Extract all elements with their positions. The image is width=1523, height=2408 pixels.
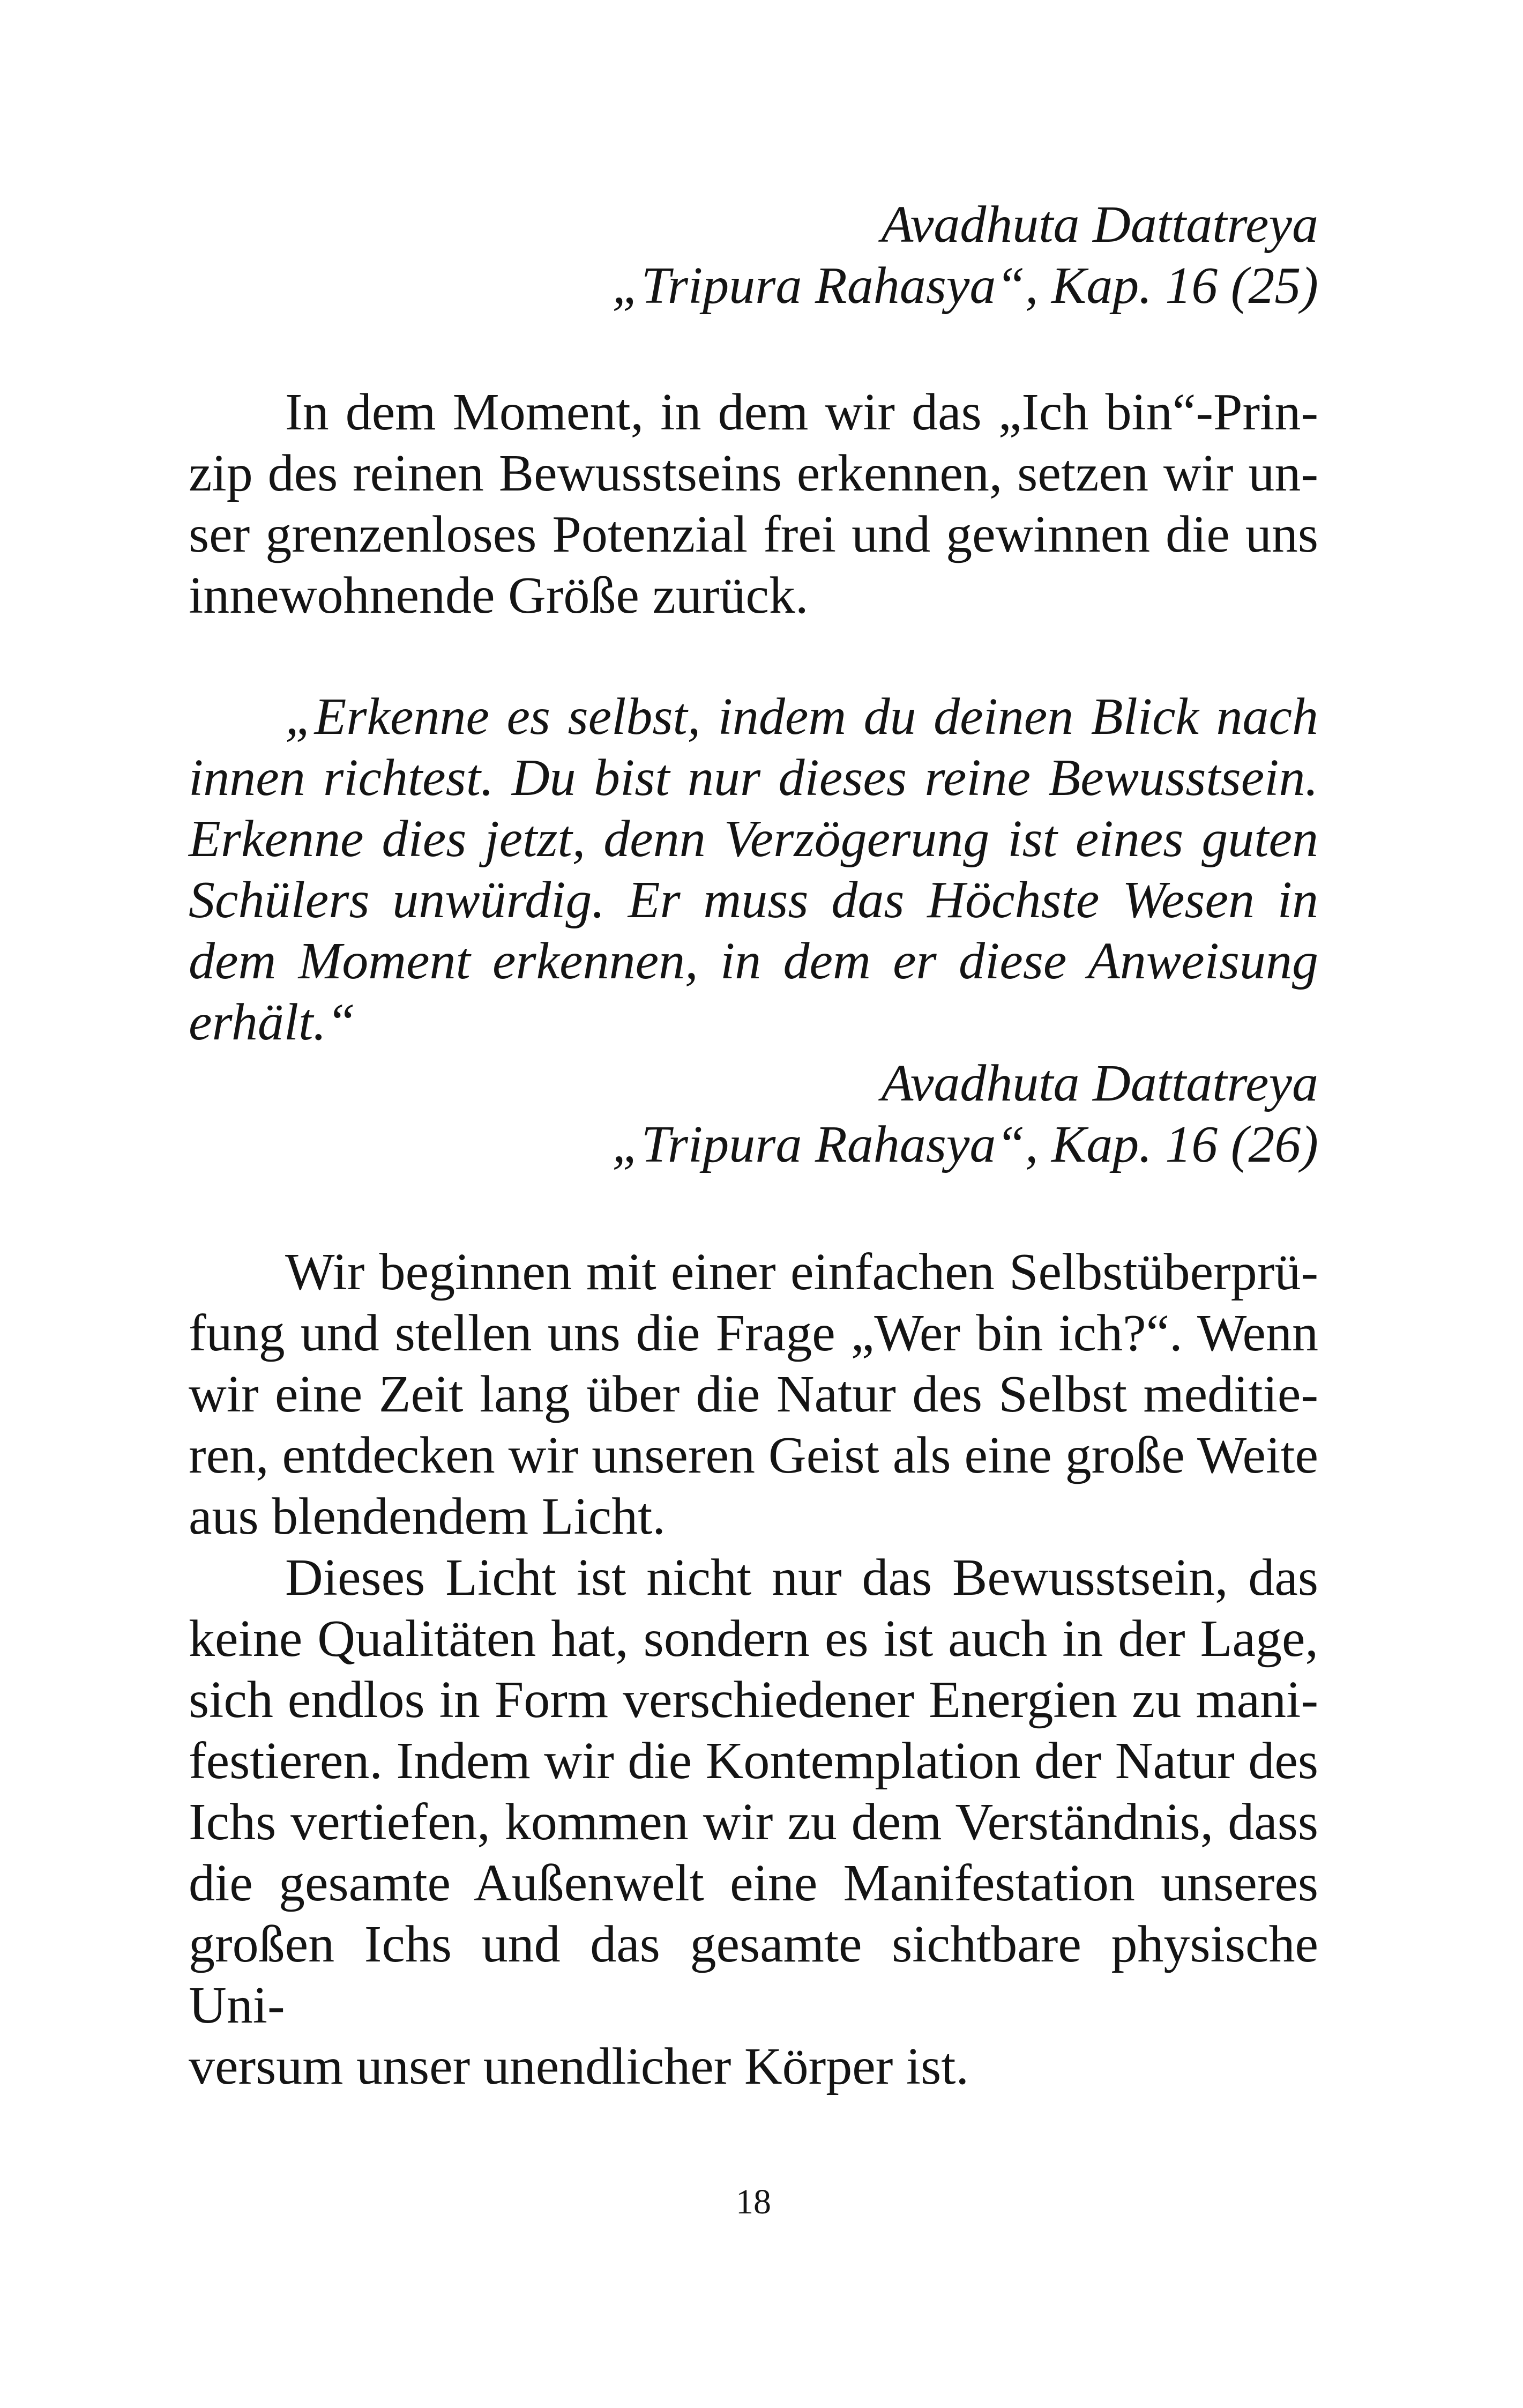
text-line: In dem Moment, in dem wir das „Ich bin“-Prin- <box>285 383 1318 441</box>
attribution-source: „Tripura Rahasya“, Kap. 16 (25) <box>612 257 1318 315</box>
text-line: sich endlos in Form verschiedener Energien zu mani- <box>189 1671 1318 1729</box>
text-line: die gesamte Außenwelt eine Manifestation unseres <box>189 1854 1318 1912</box>
quote-line: dem Moment erkennen, in dem er diese Anweisung <box>189 932 1318 990</box>
page-number: 18 <box>736 2182 771 2221</box>
text-line: aus blendendem Licht. <box>189 1488 666 1545</box>
text-line: innewohnende Größe zurück. <box>189 567 809 625</box>
attribution-author: Avadhuta Dattatreya <box>881 196 1318 254</box>
text-line: keine Qualitäten hat, sondern es ist auch in der Lage, <box>189 1610 1318 1668</box>
body-paragraph-2 <box>189 1242 1318 1547</box>
text-line: zip des reinen Bewusstseins erkennen, setzen wir un- <box>189 444 1318 502</box>
quote-line: Schülers unwürdig. Er muss das Höchste Wesen in <box>189 871 1318 929</box>
text-line: Dieses Licht ist nicht nur das Bewusstsein, das <box>285 1549 1318 1607</box>
book-page <box>189 0 1318 2408</box>
body-paragraph-3 <box>189 1547 1318 2097</box>
quote-line: Erkenne dies jetzt, denn Verzögerung ist eines guten <box>189 810 1318 868</box>
text-line: Wir beginnen mit einer einfachen Selbstüberprü- <box>285 1243 1318 1301</box>
quote-line: „Erkenne es selbst, indem du deinen Blick nach <box>285 688 1318 746</box>
attribution-author: Avadhuta Dattatreya <box>881 1054 1318 1112</box>
body-paragraph-1 <box>189 382 1318 626</box>
text-line: Ichs vertiefen, kommen wir zu dem Verständnis, dass <box>189 1793 1318 1851</box>
text-line: wir eine Zeit lang über die Natur des Selbst meditie- <box>189 1365 1318 1423</box>
text-line: festieren. Indem wir die Kontemplation der Natur des <box>189 1732 1318 1790</box>
attribution-source: „Tripura Rahasya“, Kap. 16 (26) <box>612 1116 1318 1173</box>
quote-line: innen richtest. Du bist nur dieses reine Bewusstsein. <box>189 749 1318 807</box>
block-quote <box>189 686 1318 1053</box>
quote-attribution-2 <box>189 1053 1318 1175</box>
text-line: fung und stellen uns die Frage „Wer bin ich?“. Wenn <box>189 1304 1318 1362</box>
text-line: versum unser unendlicher Körper ist. <box>189 2038 969 2095</box>
text-line: ren, entdecken wir unseren Geist als eine große Weite <box>189 1426 1318 1484</box>
quote-attribution-1 <box>189 194 1318 316</box>
text-line: ser grenzenloses Potenzial frei und gewinnen die uns <box>189 506 1318 563</box>
quote-line: erhält.“ <box>189 993 356 1051</box>
text-line: großen Ichs und das gesamte sichtbare physische Uni- <box>189 1915 1318 2034</box>
